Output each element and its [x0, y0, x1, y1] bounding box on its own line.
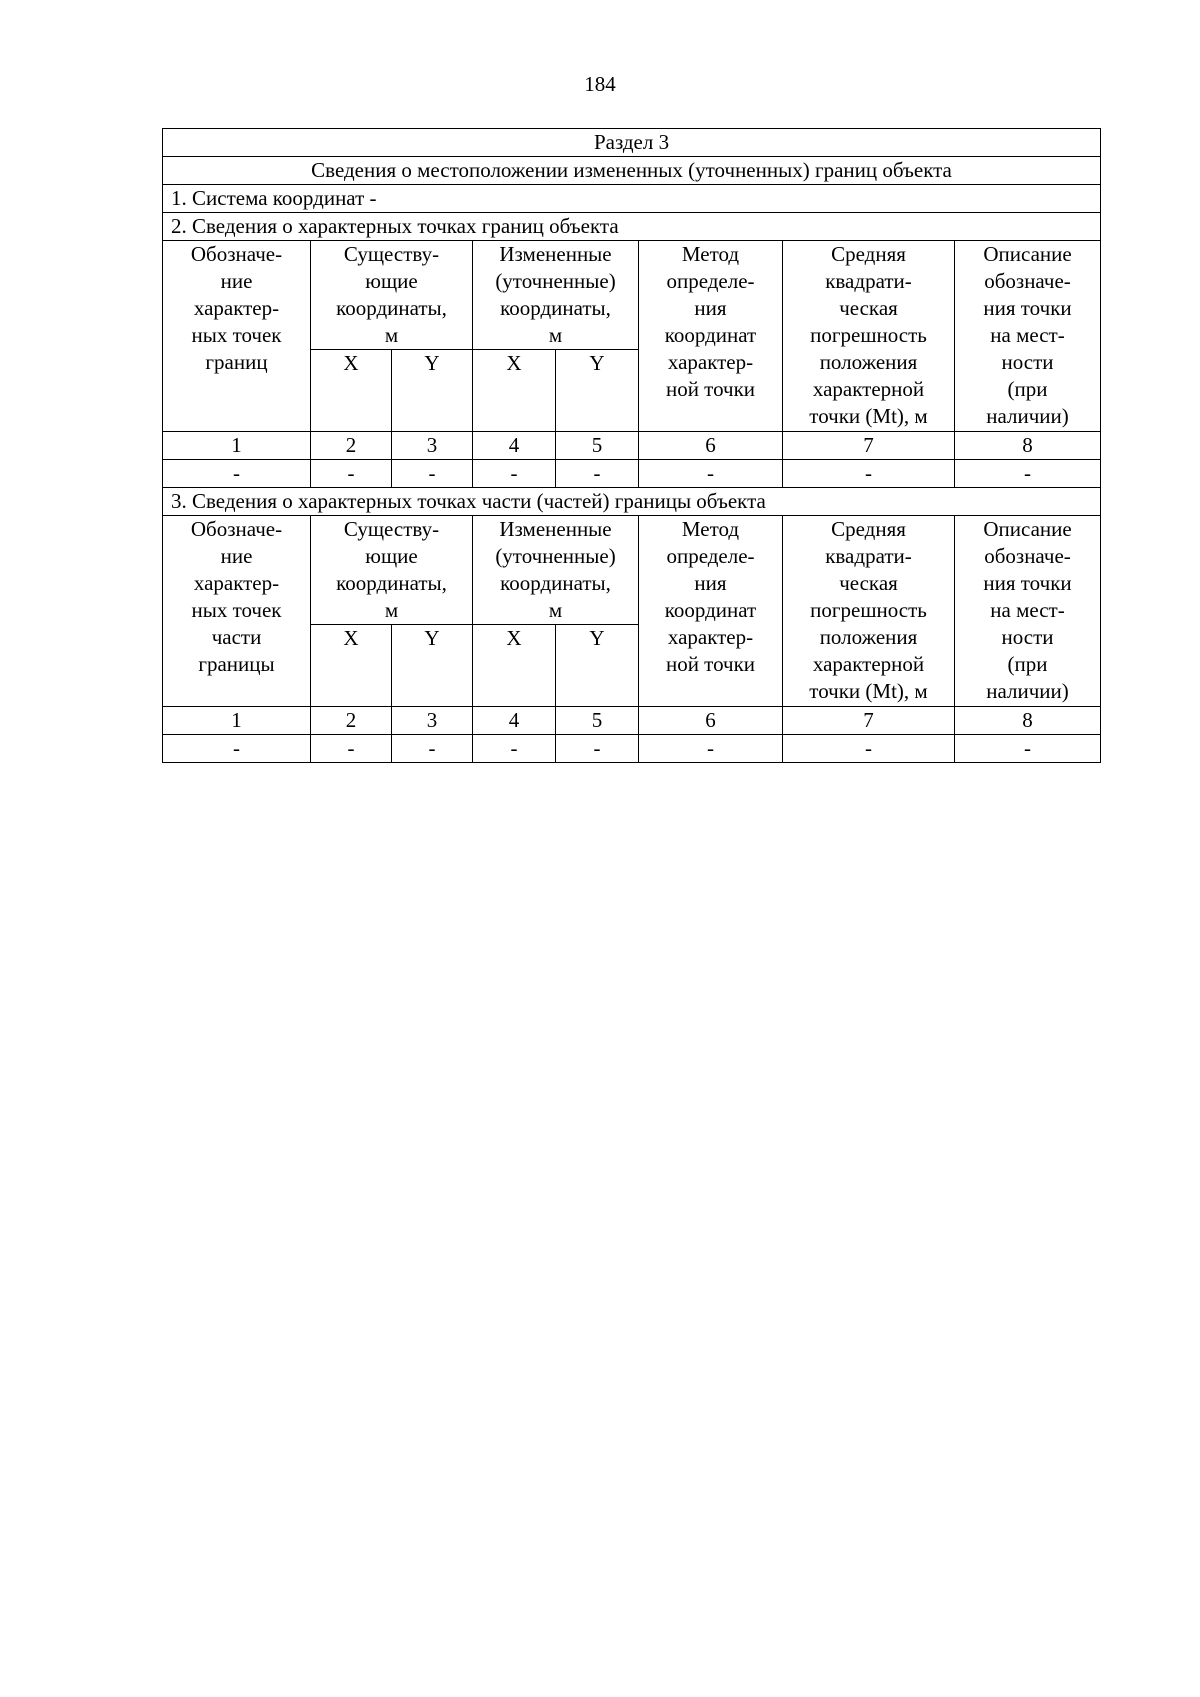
header-line: Обозначе- — [190, 517, 283, 541]
header-line: характер- — [193, 571, 280, 595]
header-line: ния точки — [983, 296, 1072, 320]
table-cell: - — [163, 735, 311, 763]
header-line: ние — [220, 544, 253, 568]
header-line: части — [211, 625, 262, 649]
header-line: ной точки — [665, 377, 756, 401]
page-number: 184 — [584, 72, 616, 96]
table-cell: - — [639, 735, 783, 763]
table-cell: - — [311, 460, 392, 488]
header-line: Обозначе- — [190, 242, 283, 266]
table-cell: - — [311, 735, 392, 763]
column-number: 1 — [163, 707, 311, 735]
subheader-1: Y — [392, 625, 473, 707]
section-subtitle-row — [163, 157, 1101, 185]
table-cell: - — [556, 460, 639, 488]
column-number: 6 — [639, 432, 783, 460]
header-line: Метод — [681, 517, 740, 541]
header-line: характерной — [812, 377, 925, 401]
header-line: м — [548, 323, 563, 347]
coordinate-system: 1. Система координат - — [163, 185, 1101, 213]
header-line: ческая — [839, 296, 898, 320]
column-number: 7 — [783, 707, 955, 735]
header-method — [639, 241, 783, 432]
header-existing-coordinates — [311, 241, 473, 350]
header-line: ния точки — [983, 571, 1072, 595]
header-changed-coordinates — [473, 516, 639, 625]
header-line: погрешность — [810, 323, 927, 347]
header-line: погрешность — [810, 598, 927, 622]
header-row — [163, 516, 1101, 625]
header-line: наличии) — [986, 404, 1069, 428]
header-line: координаты, — [500, 571, 611, 595]
header-existing-coordinates — [311, 516, 473, 625]
table-cell: - — [783, 460, 955, 488]
subheader-0: X — [311, 350, 392, 432]
table-cell: - — [392, 735, 473, 763]
header-line: положения — [819, 625, 918, 649]
header-line: (при — [1007, 377, 1048, 401]
header-point-designation — [163, 241, 311, 432]
subheader-3: Y — [556, 625, 639, 707]
header-line: координат — [664, 323, 757, 347]
header-line: обозначе- — [984, 544, 1071, 568]
section-title-row — [163, 129, 1101, 157]
column-number: 8 — [955, 707, 1101, 735]
column-number: 2 — [311, 432, 392, 460]
table1-title-row — [163, 213, 1101, 241]
column-number: 6 — [639, 707, 783, 735]
subheader-3: Y — [556, 350, 639, 432]
subheader-2: X — [473, 350, 556, 432]
header-description — [955, 241, 1101, 432]
header-line: Измененные — [499, 517, 612, 541]
section-subtitle: Сведения о местоположении измененных (уточненных) границ объекта — [163, 157, 1101, 185]
section-title: Раздел 3 — [163, 129, 1101, 157]
subheader-0: X — [311, 625, 392, 707]
header-line: ности — [1001, 350, 1054, 374]
header-line: координаты, — [500, 296, 611, 320]
table-row — [163, 735, 1101, 763]
header-line: м — [548, 598, 563, 622]
header-line: координаты, — [336, 571, 447, 595]
header-line: точки (Mt), м — [809, 404, 928, 428]
column-number: 7 — [783, 432, 955, 460]
table2-title: 3. Сведения о характерных точках части (частей) границы объекта — [163, 488, 1101, 516]
header-line: Метод — [681, 242, 740, 266]
header-line: определе- — [666, 544, 755, 568]
table-cell: - — [392, 460, 473, 488]
header-description — [955, 516, 1101, 707]
header-line: ных точек — [191, 598, 282, 622]
table-cell: - — [783, 735, 955, 763]
header-line: на мест- — [990, 598, 1065, 622]
header-line: м — [384, 323, 399, 347]
header-line: (уточненные) — [495, 544, 616, 568]
column-number: 4 — [473, 432, 556, 460]
header-line: Существу- — [343, 242, 440, 266]
header-line: ющие — [365, 269, 418, 293]
header-line: характерной — [812, 652, 925, 676]
table-cell: - — [473, 735, 556, 763]
header-line: ных точек — [191, 323, 282, 347]
header-line: (при — [1007, 652, 1048, 676]
header-line: Существу- — [343, 517, 440, 541]
header-line: наличии) — [986, 679, 1069, 703]
header-line: координат — [664, 598, 757, 622]
header-line: характер- — [193, 296, 280, 320]
column-numbers-row — [163, 432, 1101, 460]
header-line: границы — [198, 652, 275, 676]
header-line: ческая — [839, 571, 898, 595]
header-mean-error — [783, 516, 955, 707]
column-number: 3 — [392, 432, 473, 460]
header-line: м — [384, 598, 399, 622]
table-cell: - — [639, 460, 783, 488]
header-line: (уточненные) — [495, 269, 616, 293]
header-method — [639, 516, 783, 707]
subheader-1: Y — [392, 350, 473, 432]
column-number: 3 — [392, 707, 473, 735]
header-line: ния — [694, 296, 727, 320]
header-mean-error — [783, 241, 955, 432]
header-line: обозначе- — [984, 269, 1071, 293]
table-cell: - — [955, 460, 1101, 488]
header-changed-coordinates — [473, 241, 639, 350]
column-number: 8 — [955, 432, 1101, 460]
header-line: Измененные — [499, 242, 612, 266]
header-line: характер- — [667, 350, 754, 374]
section-table — [162, 128, 1101, 763]
coordinate-system-row — [163, 185, 1101, 213]
header-line: Средняя — [831, 517, 906, 541]
header-line: характер- — [667, 625, 754, 649]
header-line: ния — [694, 571, 727, 595]
header-line: координаты, — [336, 296, 447, 320]
column-number: 1 — [163, 432, 311, 460]
header-point-designation — [163, 516, 311, 707]
header-row — [163, 241, 1101, 350]
header-line: ной точки — [665, 652, 756, 676]
header-line: точки (Mt), м — [809, 679, 928, 703]
header-line: Средняя — [831, 242, 906, 266]
table-cell: - — [955, 735, 1101, 763]
table-row — [163, 460, 1101, 488]
header-line: ние — [220, 269, 253, 293]
table2-title-row — [163, 488, 1101, 516]
table-cell: - — [163, 460, 311, 488]
header-line: Описание — [983, 517, 1072, 541]
column-number: 5 — [556, 707, 639, 735]
header-line: определе- — [666, 269, 755, 293]
table1-title: 2. Сведения о характерных точках границ объекта — [163, 213, 1101, 241]
table-cell: - — [556, 735, 639, 763]
column-number: 4 — [473, 707, 556, 735]
header-line: границ — [205, 350, 268, 374]
header-line: квадрати- — [825, 269, 912, 293]
header-line: Описание — [983, 242, 1072, 266]
column-numbers-row — [163, 707, 1101, 735]
header-line: ющие — [365, 544, 418, 568]
subheader-2: X — [473, 625, 556, 707]
header-line: ности — [1001, 625, 1054, 649]
table-cell: - — [473, 460, 556, 488]
column-number: 2 — [311, 707, 392, 735]
column-number: 5 — [556, 432, 639, 460]
header-line: положения — [819, 350, 918, 374]
header-line: на мест- — [990, 323, 1065, 347]
header-line: квадрати- — [825, 544, 912, 568]
